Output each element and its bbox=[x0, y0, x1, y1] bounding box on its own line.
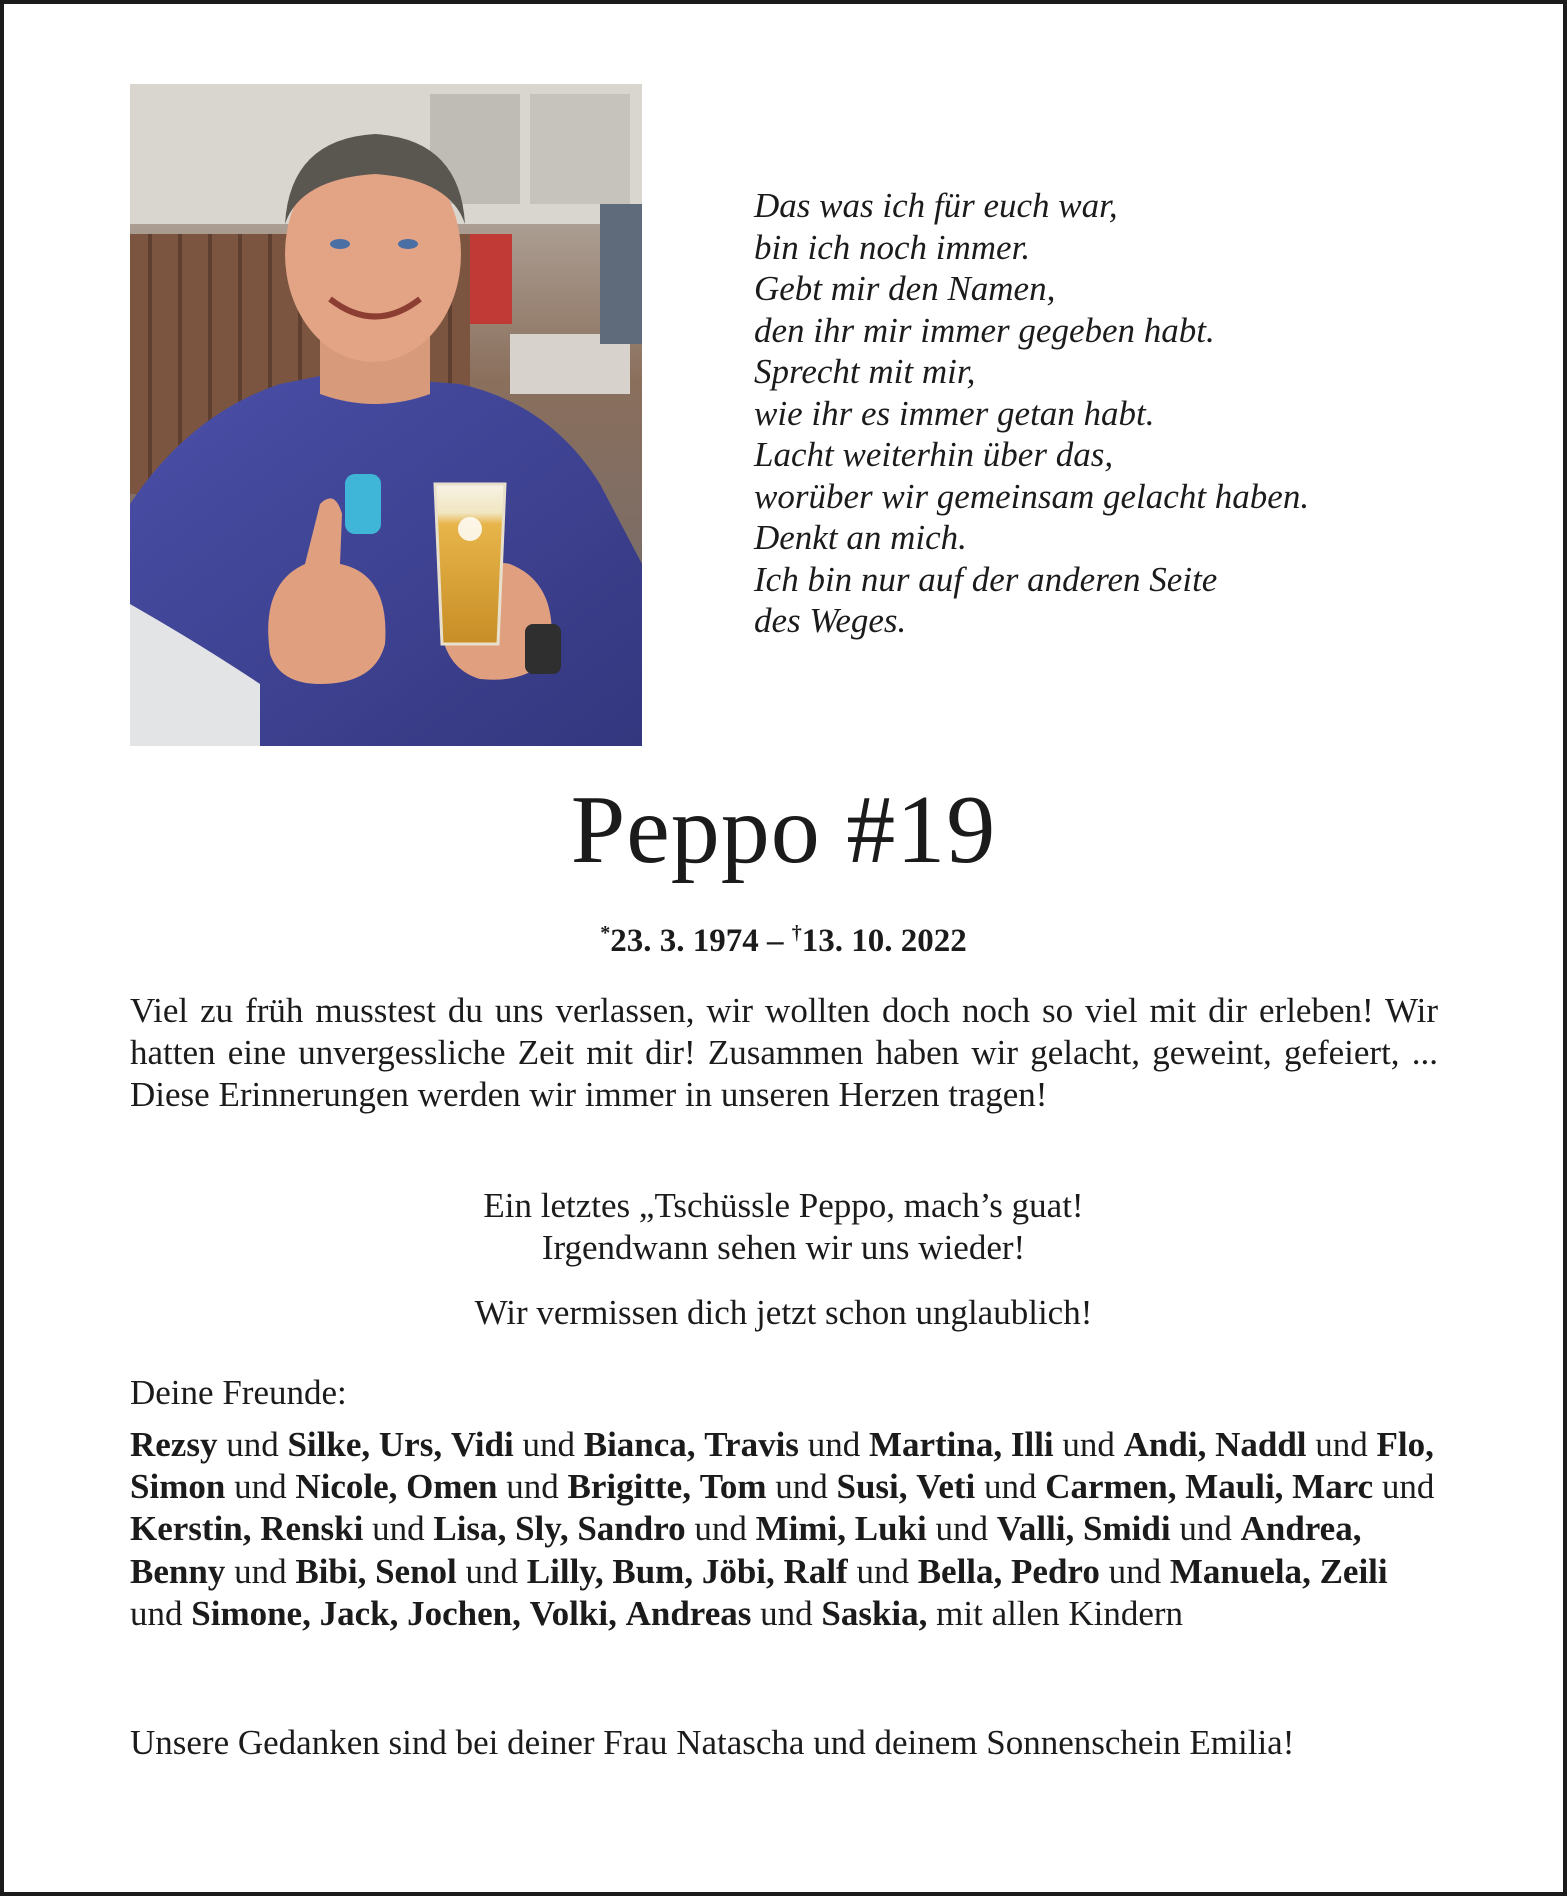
friend-name: Urs bbox=[378, 1425, 434, 1464]
friend-name: Sly bbox=[515, 1509, 560, 1549]
friends-joiner: und bbox=[1099, 1551, 1170, 1591]
portrait-photo bbox=[130, 84, 642, 746]
friend-name: Sandro bbox=[577, 1509, 686, 1549]
friends-separator: , bbox=[389, 1593, 399, 1633]
friend-name: Travis bbox=[704, 1425, 799, 1464]
birth-symbol: * bbox=[600, 922, 611, 944]
friends-separator: , bbox=[1352, 1509, 1362, 1549]
friends-joiner: und bbox=[847, 1551, 918, 1591]
friend-name: Benny bbox=[130, 1551, 226, 1591]
friends-separator: , bbox=[497, 1509, 507, 1549]
friend-name: Pedro bbox=[1011, 1551, 1100, 1591]
friends-separator: , bbox=[1425, 1425, 1434, 1464]
friend-name: Carmen bbox=[1045, 1467, 1168, 1507]
friends-separator: , bbox=[1197, 1425, 1207, 1464]
friend-name: Jochen bbox=[407, 1593, 513, 1633]
friend-name: Flo bbox=[1376, 1425, 1426, 1464]
friend-name: Volki bbox=[529, 1593, 609, 1633]
friends-joiner: und bbox=[766, 1467, 837, 1507]
poem-line: wie ihr es immer getan habt. bbox=[754, 393, 1155, 433]
friends-separator: , bbox=[594, 1551, 604, 1591]
friends-suffix: mit allen Kindern bbox=[936, 1593, 1184, 1633]
friend-name: Rezsy bbox=[130, 1425, 218, 1464]
friends-separator: , bbox=[559, 1509, 569, 1549]
friend-name: Veti bbox=[916, 1467, 976, 1507]
friends-joiner: und bbox=[798, 1425, 869, 1464]
life-dates bbox=[0, 913, 1567, 961]
friends-separator: , bbox=[898, 1467, 908, 1507]
friend-name: Jöbi bbox=[701, 1551, 767, 1591]
friends-joiner: und bbox=[513, 1425, 584, 1464]
friends-joiner: und bbox=[751, 1593, 822, 1633]
miss-you-line: Wir vermissen dich jetzt schon unglaublich! bbox=[474, 1293, 1093, 1332]
friends-separator: , bbox=[993, 1425, 1003, 1464]
friends-heading: Deine Freunde: bbox=[130, 1373, 347, 1412]
friend-name: Simon bbox=[130, 1467, 226, 1507]
farewell-line: Irgendwann sehen wir uns wieder! bbox=[541, 1228, 1026, 1267]
friend-name: Silke bbox=[287, 1425, 362, 1464]
poem-line: des Weges. bbox=[754, 601, 907, 640]
friends-joiner: und bbox=[225, 1467, 296, 1507]
friend-name: Bella bbox=[917, 1551, 994, 1591]
friend-name: Naddl bbox=[1215, 1425, 1307, 1464]
friends-joiner: und bbox=[456, 1551, 527, 1591]
friends-separator: , bbox=[682, 1467, 691, 1507]
friends-separator: , bbox=[837, 1509, 847, 1549]
friend-name: Simone bbox=[191, 1593, 303, 1633]
friend-name: Illi bbox=[1010, 1425, 1054, 1464]
friend-name: Lisa bbox=[433, 1509, 498, 1549]
friend-name: Luki bbox=[854, 1509, 927, 1549]
friend-name: Smidi bbox=[1083, 1509, 1171, 1549]
friends-joiner: und bbox=[1373, 1467, 1435, 1507]
friend-name: Jack bbox=[319, 1593, 390, 1633]
friends-joiner: und bbox=[225, 1551, 296, 1591]
poem-line: Gebt mir den Namen, bbox=[754, 269, 1056, 308]
friend-name: Zeili bbox=[1319, 1551, 1388, 1591]
friend-name: Renski bbox=[260, 1509, 364, 1549]
friend-name: Mauli bbox=[1185, 1467, 1275, 1507]
friend-name: Martina bbox=[868, 1425, 994, 1464]
friends-separator: , bbox=[1302, 1551, 1311, 1591]
friend-name: Senol bbox=[375, 1551, 457, 1591]
friend-name: Bibi bbox=[295, 1551, 358, 1591]
poem-line: worüber wir gemeinsam gelacht haben. bbox=[754, 476, 1310, 516]
friends-joiner: und bbox=[130, 1593, 192, 1633]
poem-line: Ich bin nur auf der anderen Seite bbox=[754, 559, 1218, 599]
friends-separator: , bbox=[918, 1593, 928, 1633]
friend-name: Andi bbox=[1123, 1425, 1198, 1464]
closing-thoughts: Unsere Gedanken sind bei deiner Frau Natascha und deinem Sonnenschein Emilia! bbox=[130, 1723, 1295, 1762]
friends-joiner: und bbox=[497, 1467, 568, 1507]
friend-name: Bum bbox=[612, 1551, 685, 1591]
friends-joiner: und bbox=[217, 1425, 288, 1464]
friend-name: Marc bbox=[1292, 1467, 1374, 1507]
friends-separator: , bbox=[684, 1551, 694, 1591]
poem-line: Das was ich für euch war, bbox=[754, 186, 1118, 225]
friends-separator: , bbox=[993, 1551, 1003, 1591]
friends-joiner: und bbox=[1053, 1425, 1124, 1464]
friends-separator: , bbox=[302, 1593, 311, 1633]
poem-line: bin ich noch immer. bbox=[754, 227, 1031, 267]
friend-name: Valli bbox=[996, 1509, 1066, 1549]
friends-separator: , bbox=[361, 1425, 371, 1464]
friends-joiner: und bbox=[685, 1509, 756, 1549]
friend-name: Saskia bbox=[821, 1593, 919, 1633]
message-paragraph: Viel zu früh musstest du uns verlassen, wir wollten doch noch so viel mit dir erleben! Wir hatten eine unvergessliche Zeit mit dir! Zusammen haben wir gelacht, geweint, gefeiert, ... Diese Erinnerungen werden wir immer in unseren Herzen tragen! bbox=[130, 991, 1438, 1114]
friend-name: Bianca bbox=[583, 1425, 687, 1464]
friend-name: Lilly bbox=[526, 1551, 595, 1591]
friends-separator: , bbox=[433, 1425, 443, 1464]
friend-name: Vidi bbox=[450, 1425, 514, 1464]
friends-joiner: und bbox=[975, 1467, 1046, 1507]
friend-name: Kerstin bbox=[130, 1509, 243, 1549]
poem-line: Denkt an mich. bbox=[754, 518, 967, 557]
friends-separator: , bbox=[608, 1593, 617, 1633]
friends-joiner: und bbox=[1170, 1509, 1241, 1549]
friends-list bbox=[130, 1424, 1440, 1635]
memorial-poem bbox=[754, 185, 1474, 642]
death-date: 13. 10. 2022 bbox=[801, 923, 967, 959]
farewell-line: Ein letztes „Tschüssle Peppo, mach’s guat! bbox=[483, 1186, 1084, 1225]
friends-joiner: und bbox=[363, 1509, 434, 1549]
birth-date: 23. 3. 1974 bbox=[610, 923, 759, 959]
farewell-quote bbox=[0, 1185, 1567, 1269]
friends-separator: , bbox=[512, 1593, 521, 1633]
friends-separator: , bbox=[357, 1551, 367, 1591]
friend-name: Andreas bbox=[625, 1593, 752, 1633]
deceased-name: Peppo #19 bbox=[570, 776, 997, 884]
friend-name: Manuela bbox=[1169, 1551, 1303, 1591]
friend-name: Ralf bbox=[783, 1551, 848, 1591]
friends-separator: , bbox=[1065, 1509, 1075, 1549]
death-symbol: † bbox=[791, 922, 802, 944]
poem-line: Sprecht mit mir, bbox=[754, 352, 976, 391]
poem-line: Lacht weiterhin über das, bbox=[754, 435, 1114, 474]
friends-separator: , bbox=[766, 1551, 775, 1591]
friend-name: Mimi bbox=[755, 1509, 838, 1549]
poem-line: den ihr mir immer gegeben habt. bbox=[754, 310, 1215, 350]
friends-separator: , bbox=[388, 1467, 398, 1507]
friend-name: Omen bbox=[406, 1467, 498, 1507]
friends-separator: , bbox=[242, 1509, 252, 1549]
friends-separator: , bbox=[1167, 1467, 1177, 1507]
friend-name: Susi bbox=[836, 1467, 899, 1507]
friends-joiner: und bbox=[926, 1509, 997, 1549]
friend-name: Brigitte bbox=[567, 1467, 683, 1507]
friend-name: Tom bbox=[699, 1467, 767, 1507]
friend-name: Andrea bbox=[1240, 1509, 1353, 1549]
friends-separator: , bbox=[686, 1425, 696, 1464]
friends-separator: , bbox=[1274, 1467, 1284, 1507]
friend-name: Nicole bbox=[295, 1467, 389, 1507]
date-separator: – bbox=[758, 923, 792, 959]
friends-joiner: und bbox=[1306, 1425, 1377, 1464]
